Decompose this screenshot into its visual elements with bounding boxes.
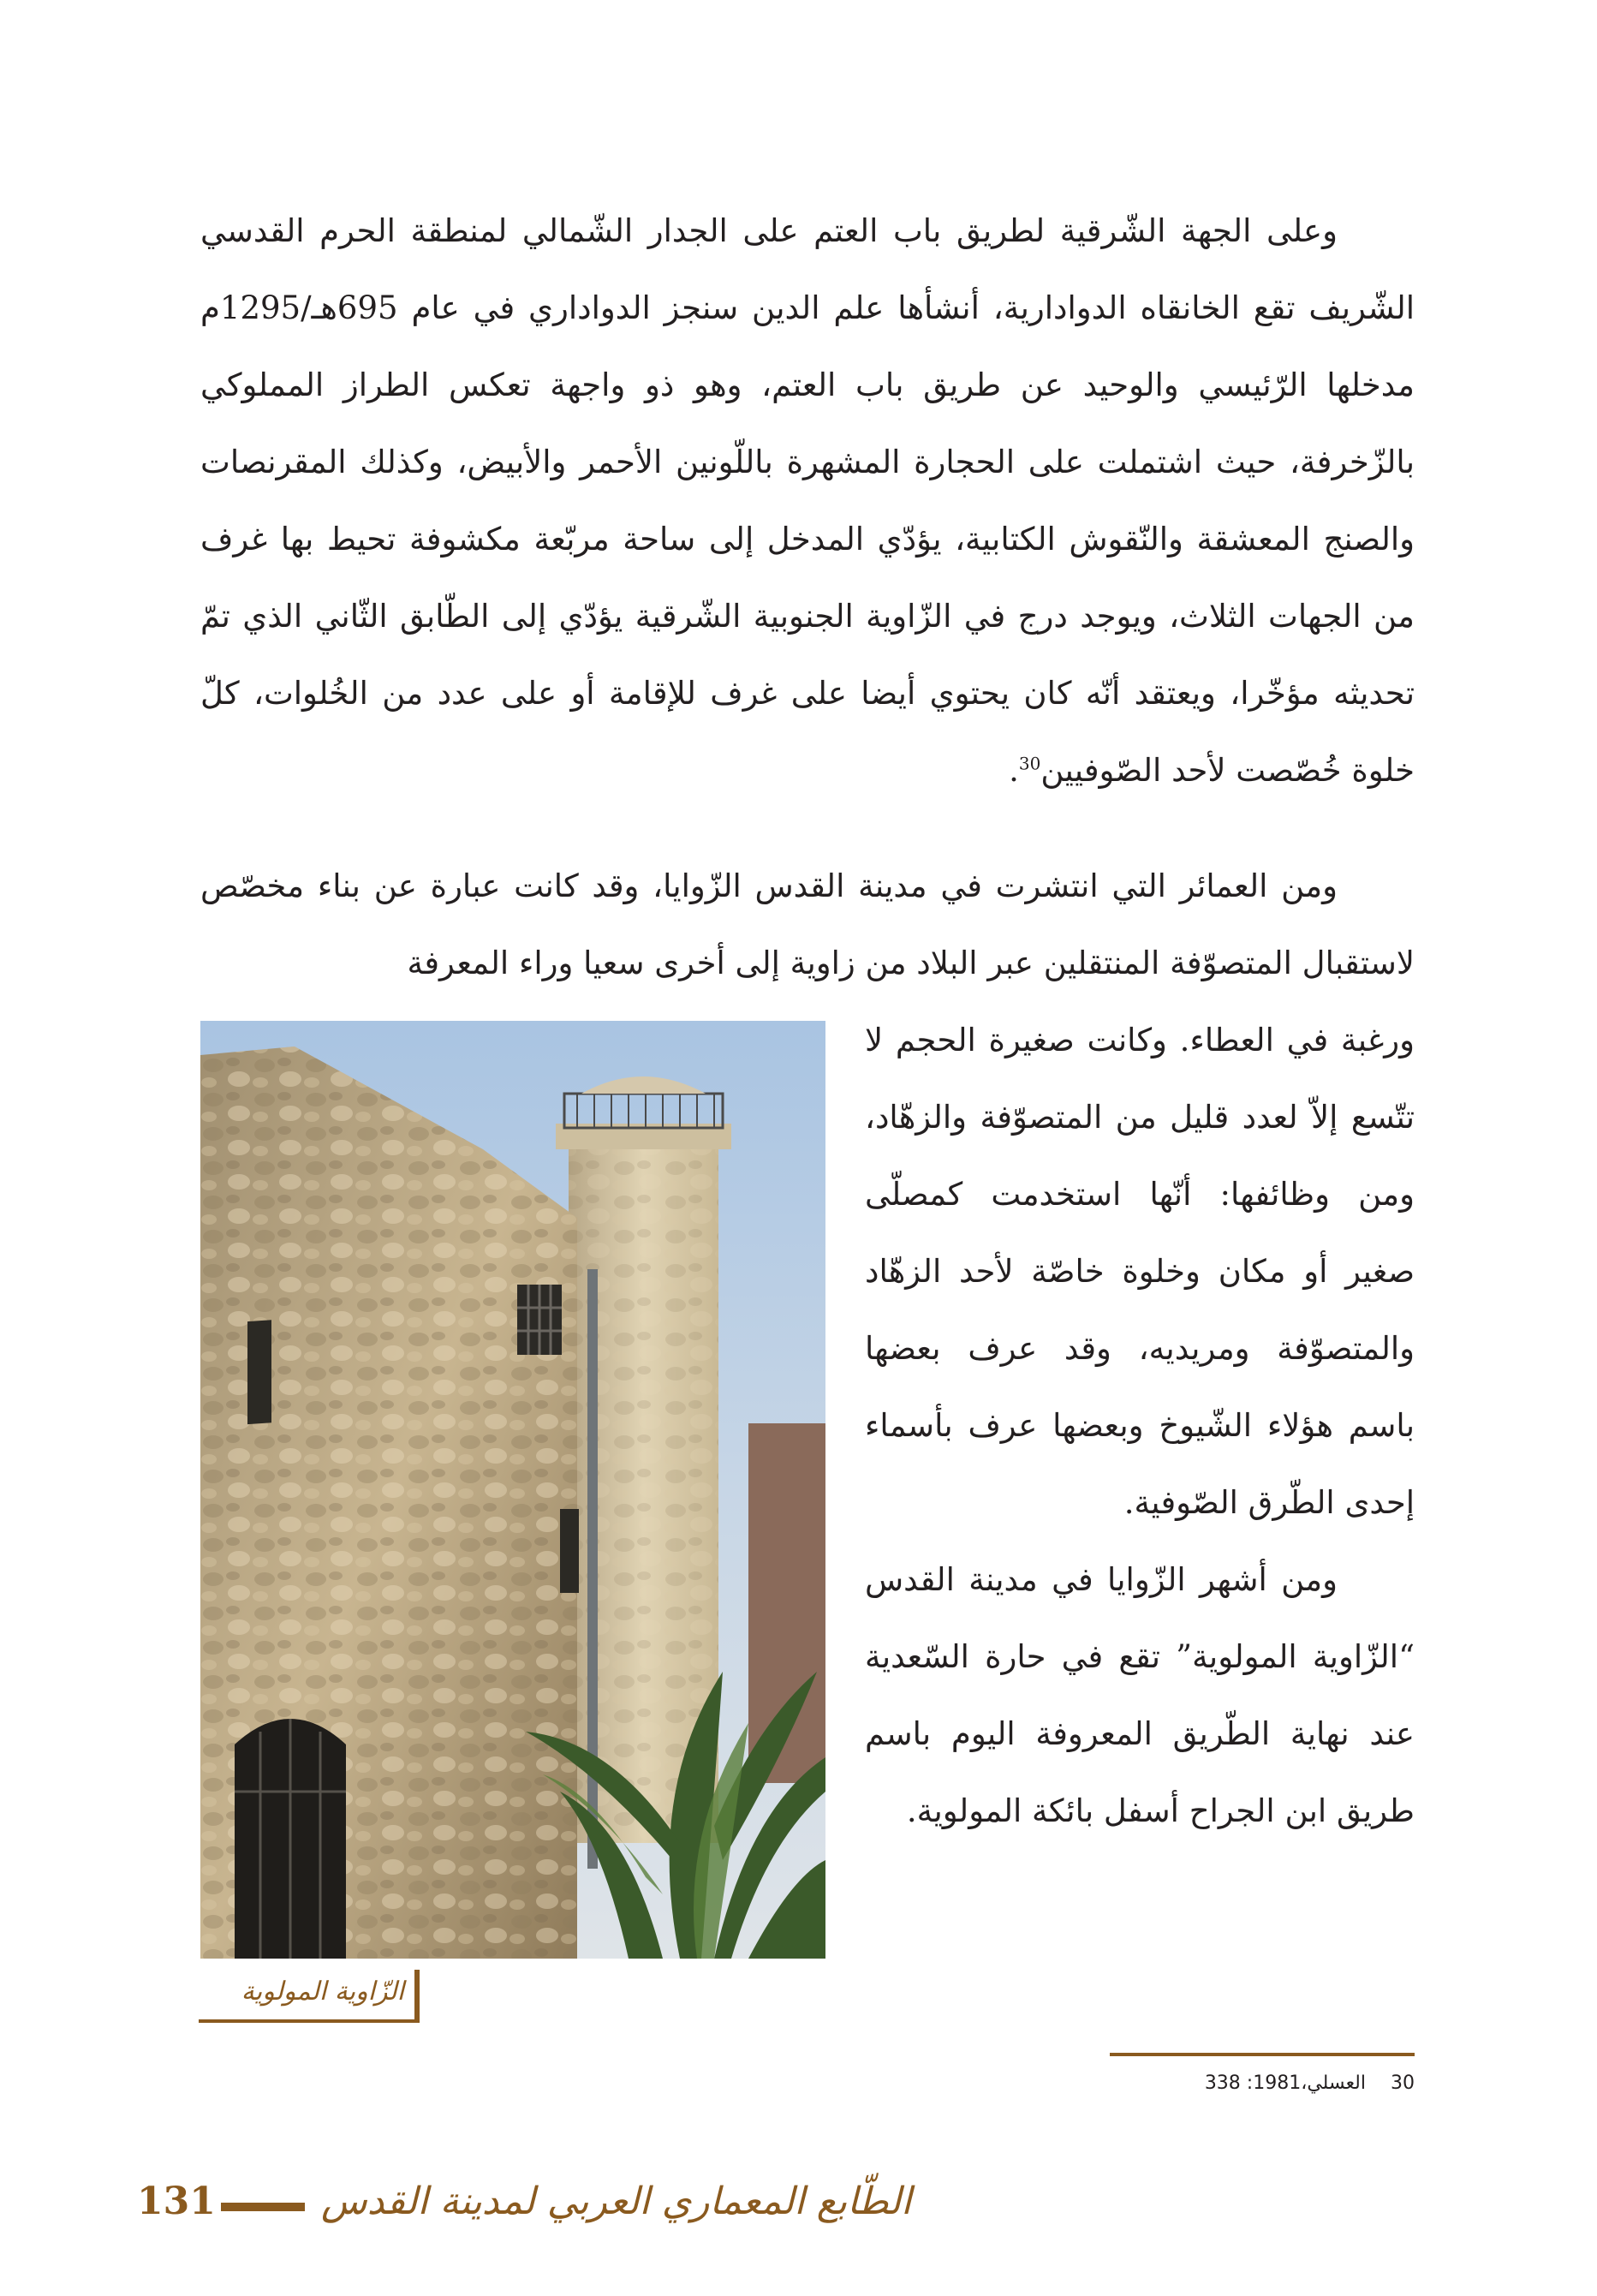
zawiya-photo [200, 1021, 825, 1959]
footer-bar [221, 2203, 305, 2211]
paragraph-2-top-text: ومن العمائر التي انتشرت في مدينة القدس الزّوايا، وقد كانت عبارة عن بناء مخصّص لاستقبال المتصوّفة المنتقلين عبر البلاد من زاوية إلى أخرى سعيا وراء المعرفة [200, 868, 1415, 981]
caption-label: الزّاوية المولوية [241, 1977, 404, 2007]
caption-underline [199, 2019, 420, 2023]
page-footer [128, 2180, 912, 2239]
figure-caption [199, 1970, 420, 2023]
side-column [865, 1002, 1415, 1850]
paragraph-1-text: وعلى الجهة الشّرقية لطريق باب العتم على الجدار الشّمالي لمنطقة الحرم القدسي الشّريف تقع الخانقاه الدوادارية، أنشأها علم الدين سنجز الدواداري في عام 695هـ/1295م مدخلها الرّئيسي والوحيد عن طريق باب العتم، وهو ذو واجهة تعكس الطراز المملوكي بالزّخرفة، حيث اشتملت على الحجارة المشهرة باللّونين الأحمر والأبيض، وكذلك المقرنصات والصنج المعشقة والنّقوش الكتابية، يؤدّي المدخل إلى ساحة مربّعة مكشوفة تحيط بها غرف من الجهات الثلاث، ويوجد درج في الزّاوية الجنوبية الشّرقية يؤدّي إلى الطّابق الثّاني الذي تمّ تحديثه مؤخّرا، ويعتقد أنّه كان يحتوي أيضا على غرف للإقامة أو على عدد من الخُلوات، كلّ خلوة خُصّصت لأحد الصّوفيين [200, 212, 1415, 789]
paragraph-2-top [200, 848, 1415, 1002]
page-number: 131 [137, 2180, 216, 2223]
paragraph-1 [200, 193, 1415, 809]
book-title: الطّابع المعماري العربي لمدينة القدس [321, 2180, 912, 2223]
footnote-number: 30 [1391, 2072, 1415, 2094]
paragraph-2-side: ورغبة في العطاء. وكانت صغيرة الحجم لا تتّسع إلاّ لعدد قليل من المتصوّفة والزهّاد، ومن وظائفها: أنّها استخدمت كمصلّى صغير أو مكان وخلوة خاصّة لأحد الزهّاد والمتصوّفة ومريديه، وقد عرف بعضها باسم هؤلاء الشّيوخ وبعضها عرف بأسماء إحدى الطّرق الصّوفية. [865, 1022, 1415, 1521]
footnote-rule [1110, 2053, 1415, 2056]
footnote-reference[interactable]: 30 [1018, 753, 1041, 774]
footnote-text: العسلي،1981: 338 [1204, 2072, 1366, 2094]
paragraph-1-end: . [1009, 752, 1019, 789]
footnote [1024, 2072, 1415, 2094]
paragraph-3: ومن أشهر الزّوايا في مدينة القدس “الزّاوية المولوية” تقع في حارة السّعدية عند نهاية الطّريق المعروفة اليوم باسم طريق ابن الجراح أسفل بائكة المولوية. [865, 1561, 1415, 1829]
caption-bar [414, 1970, 420, 2023]
